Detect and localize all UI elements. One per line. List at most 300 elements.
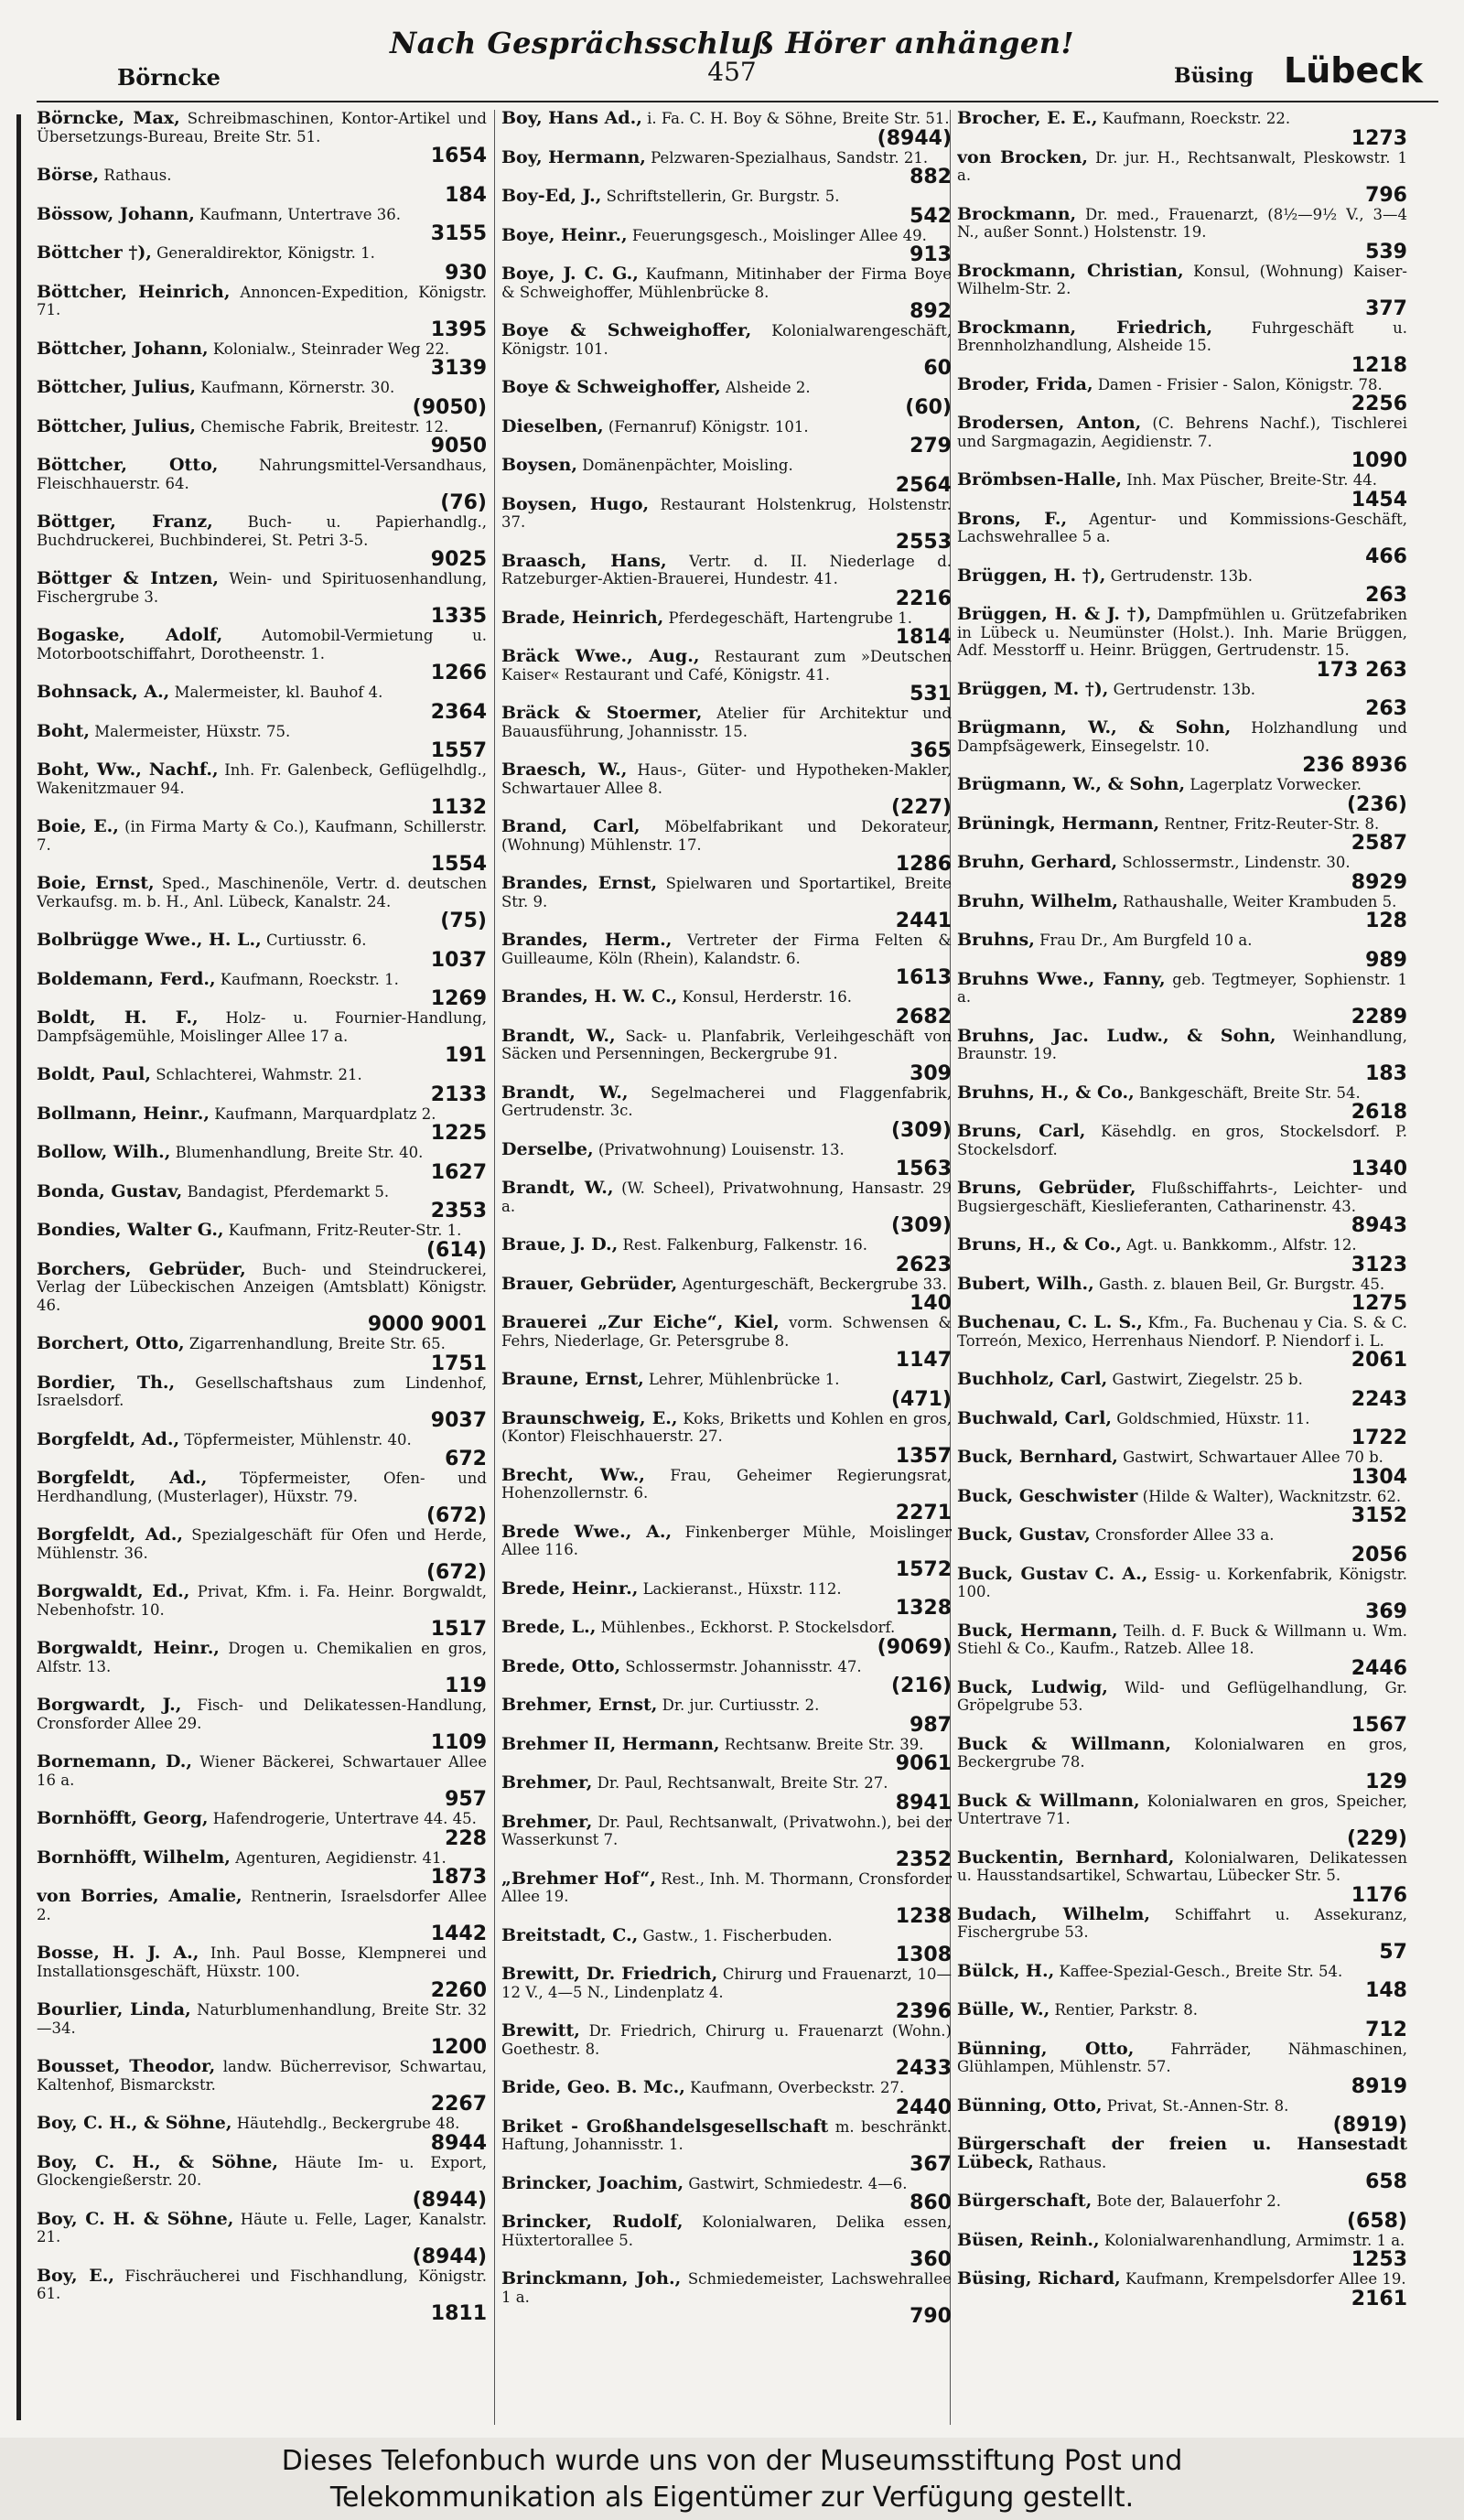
directory-entry <box>501 1273 952 1315</box>
entry-details: Pelzwaren-Spezialhaus, Sandstr. 21. <box>651 148 929 167</box>
phone-number: (60) <box>905 395 952 419</box>
entry-name: Bollow, Wilh., <box>37 1142 171 1162</box>
directory-entry <box>501 550 952 610</box>
directory-entry <box>37 110 487 167</box>
directory-entry <box>957 1236 1407 1276</box>
directory-entry <box>501 1619 952 1658</box>
directory-entry <box>37 2151 487 2212</box>
entry-name: Büsen, Reinh., <box>957 2229 1100 2250</box>
entry-details: Kaufmann, Krempelsdorfer Allee 19. <box>1125 2270 1406 2288</box>
phone-number: 2441 <box>895 910 952 932</box>
entry-details: Gastwirt, Schwartauer Allee 70 b. <box>1123 1448 1383 1466</box>
entry-details: Inh. Paul Bosse, Klempnerei und Installationsgeschäft, Hüxstr. 100. <box>37 1944 487 1980</box>
entry-name: Boy, E., <box>37 2265 115 2286</box>
directory-entry <box>501 1733 952 1775</box>
phone-number: 1557 <box>430 739 487 762</box>
entry-details: Töpfermeister, Ofen- und Herdhandlung, (Musterlager), Hüxstr. 79. <box>37 1470 487 1505</box>
phone-number: 1132 <box>430 796 487 819</box>
entry-details: m. beschränkt. Haftung, Johannisstr. 1. <box>501 2117 952 2153</box>
entry-body <box>501 1924 952 1945</box>
entry-details: Segelmacherei und Flaggenfabrik, Gertrudenstr. 3c. <box>501 1083 952 1119</box>
directory-entry <box>37 818 487 875</box>
phone-number: (8944) <box>877 126 952 150</box>
entry-name: Bürgerschaft der freien u. Hansestadt Lübeck, <box>957 2134 1407 2172</box>
entry-name: Bourlier, Linda, <box>37 1999 191 2019</box>
entry-details: Rechtsanw. Breite Str. 39. <box>724 1735 924 1753</box>
directory-entry <box>37 684 487 723</box>
entry-name: Buck, Gustav, <box>957 1524 1091 1545</box>
phone-number: 1308 <box>895 1944 952 1966</box>
entry-body <box>957 1676 1407 1715</box>
entry-details: Dampfmühlen u. Grützefabriken in Lübeck u. Neumünster (Holst.). Inh. Marie Brüggen, Adf. Messtorff u. Heinr. Brüggen, Gertrudenstr. 15. <box>957 606 1407 659</box>
entry-name: Dieselben, <box>501 415 604 436</box>
phone-number: 1654 <box>430 145 487 167</box>
phone-number: 2433 <box>895 2057 952 2080</box>
phone-number: 1811 <box>430 2301 487 2325</box>
phone-number: 712 <box>1365 2018 1407 2041</box>
directory-entry <box>501 1407 952 1468</box>
phone-number: 542 <box>910 204 952 228</box>
entry-details: Wiener Bäckerei, Schwartauer Allee 16 a. <box>37 1753 487 1789</box>
directory-entry <box>957 854 1407 893</box>
entry-details: Dr. jur. Curtiusstr. 2. <box>662 1696 820 1714</box>
entry-body <box>37 570 487 606</box>
entry-body <box>37 1810 487 1828</box>
phone-number: 9061 <box>895 1752 952 1775</box>
entry-body <box>957 1563 1407 1601</box>
entry-name: Bornhöfft, Georg, <box>37 1808 209 1828</box>
entry-name: Buck, Gustav C. A., <box>957 1563 1148 1584</box>
phone-number: 1253 <box>1351 2248 1407 2271</box>
phone-number: 2553 <box>895 530 952 554</box>
entry-body <box>501 648 952 684</box>
phone-number: 2256 <box>1351 393 1407 415</box>
entry-name: Bräck & Stoermer, <box>501 703 703 723</box>
entry-name: Buck, Geschwister <box>957 1485 1138 1506</box>
entry-name: Breitstadt, C., <box>501 1924 639 1945</box>
phone-number: 57 <box>1379 1940 1407 1964</box>
directory-entry <box>37 1888 487 1944</box>
entry-details: Kaufmann, Körnerstr. 30. <box>200 379 395 396</box>
entry-details: Sped., Maschinenöle, Vertr. d. deutschen Verkaufsg. m. b. H., Anl. Lübeck, Kanalstr. 24. <box>37 875 487 910</box>
entry-body <box>37 379 487 397</box>
directory-entry <box>37 1753 487 1810</box>
entry-body <box>957 854 1407 872</box>
phone-number: 377 <box>1365 296 1407 320</box>
entry-name: Brincker, Joachim, <box>501 2172 684 2193</box>
phone-number: 263 <box>1365 584 1407 607</box>
entry-details: Chemische Fabrik, Breitestr. 12. <box>200 417 449 436</box>
entry-details: Agentur- und Kommissions-Geschäft, Lachswehrallee 5 a. <box>957 510 1407 545</box>
directory-entry <box>37 1810 487 1849</box>
entry-name: Brockmann, Christian, <box>957 260 1184 281</box>
entry-body <box>37 1374 487 1410</box>
entry-body <box>37 1640 487 1675</box>
entry-name: Brehmer, Ernst, <box>501 1695 658 1715</box>
directory-entry <box>37 1428 487 1470</box>
entry-details: Restaurant zum »Deutschen Kaiser« Restaurant und Café, Königstr. 41. <box>501 648 952 684</box>
phone-number: 1613 <box>895 966 952 989</box>
entry-body <box>501 761 952 797</box>
entry-details: Schmiedemeister, Lachswehrallee 1 a. <box>501 2270 952 2306</box>
directory-entry <box>501 932 952 988</box>
entry-details: Schlossermstr. Johannisstr. 47. <box>625 1657 862 1675</box>
phone-number: 913 <box>910 243 952 266</box>
phone-number: 1722 <box>1351 1427 1407 1449</box>
entry-body <box>501 1025 952 1063</box>
entry-body <box>37 1583 487 1619</box>
entry-details: Frau Dr., Am Burgfeld 10 a. <box>1039 932 1253 949</box>
entry-name: Buck, Hermann, <box>957 1620 1118 1641</box>
directory-entry <box>957 415 1407 471</box>
phone-number: 369 <box>1365 1599 1407 1623</box>
entry-body <box>957 471 1407 490</box>
entry-name: Böttger, Franz, <box>37 512 213 532</box>
entry-name: Bohnsack, A., <box>37 682 170 702</box>
entry-details: (Privatwohnung) Louisenstr. 13. <box>597 1140 845 1158</box>
entry-details: Kolonialwaren, Delikatessen u. Hausstandsartikel, Schwartau, Lübecker Str. 5. <box>957 1848 1407 1884</box>
phone-number: 1454 <box>1351 488 1407 512</box>
directory-entry <box>37 2001 487 2058</box>
entry-details: Gastwirt, Schmiedestr. 4—6. <box>688 2174 908 2192</box>
phone-number: 9025 <box>430 548 487 571</box>
entry-name: Brauerei „Zur Eiche“, Kiel, <box>501 1312 780 1332</box>
phone-number: 658 <box>1365 2170 1407 2193</box>
phone-number: 129 <box>1365 1770 1407 1793</box>
directory-entry <box>37 281 487 341</box>
directory-entry <box>501 2172 952 2214</box>
directory-entry <box>37 2115 487 2154</box>
entry-details: Dr. med., Frauenarzt, (8½—9½ V., 3—4 N., außer Sonnt.) Holstenstr. 19. <box>957 205 1407 241</box>
entry-name: Boye, J. C. G., <box>501 264 639 284</box>
entry-body <box>37 1009 487 1045</box>
entry-details: Kolonialwaren en gros, Beckergrube 78. <box>957 1735 1407 1771</box>
phone-number: (8919) <box>1332 2114 1407 2137</box>
entry-details: Gastwirt, Ziegelstr. 25 b. <box>1112 1371 1303 1388</box>
phone-number: 1814 <box>895 626 952 649</box>
phone-number: 1517 <box>430 1618 487 1641</box>
entry-body <box>37 110 487 145</box>
entry-body <box>37 2058 487 2094</box>
phone-number: 2440 <box>895 2095 952 2119</box>
entry-body <box>501 1655 952 1676</box>
entry-body <box>501 1965 952 2001</box>
phone-number: (216) <box>890 1675 952 1697</box>
entry-name: Borgfeldt, Ad., <box>37 1428 180 1449</box>
directory-entry <box>37 1144 487 1183</box>
entry-name: Boye & Schweighoffer, <box>501 377 721 397</box>
entry-details: Rentner, Fritz-Reuter-Str. 8. <box>1164 814 1380 833</box>
binding-edge <box>16 114 21 2420</box>
entry-name: Brewitt, <box>501 2020 580 2041</box>
entry-body <box>37 684 487 702</box>
entry-name: Brandes, Ernst, <box>501 873 658 893</box>
entry-details: Konsul, (Wohnung) Kaiser-Wilhelm-Str. 2. <box>957 262 1407 297</box>
entry-details: Finkenberger Mühle, Moislinger Allee 116. <box>501 1523 952 1558</box>
directory-entry <box>501 2118 952 2175</box>
directory-entry <box>957 1025 1407 1085</box>
entry-details: Kaufmann, Untertrave 36. <box>199 205 401 223</box>
entry-name: Bornemann, D., <box>37 1751 192 1772</box>
entry-body <box>501 1138 952 1159</box>
directory-column-1 <box>37 110 487 2429</box>
entry-name: „Brehmer Hof“, <box>501 1868 656 1889</box>
entry-details: Buch- und Steindruckerei, Verlag der Lübeckischen Anzeigen (Amtsblatt) Königstr. 46. <box>37 1260 487 1314</box>
phone-number: 2267 <box>430 2093 487 2116</box>
entry-body <box>957 719 1407 755</box>
entry-name: Bosse, H. J. A., <box>37 1943 199 1963</box>
phone-number: 2061 <box>1351 1349 1407 1372</box>
phone-number: 8944 <box>430 2131 487 2155</box>
directory-entry <box>501 1924 952 1966</box>
phone-number: 2260 <box>430 1979 487 2002</box>
directory-entry <box>501 493 952 554</box>
entry-name: Brockmann, Friedrich, <box>957 317 1213 338</box>
entry-body <box>501 322 952 358</box>
directory-entry <box>957 2001 1407 2041</box>
phone-number: 2216 <box>895 587 952 610</box>
entry-details: Schlossermstr., Lindenstr. 30. <box>1122 854 1351 871</box>
entry-body <box>957 2192 1407 2211</box>
entry-name: Büsing, Richard, <box>957 2268 1121 2288</box>
entry-body <box>957 567 1407 586</box>
entry-body <box>37 2208 487 2246</box>
directory-entry <box>501 818 952 875</box>
entry-body <box>957 932 1407 950</box>
entry-body <box>957 1273 1407 1294</box>
entry-details: Annoncen-Expedition, Königstr. 71. <box>37 283 487 318</box>
entry-name: Bubert, Wilh., <box>957 1273 1094 1294</box>
entry-body <box>501 1811 952 1849</box>
entry-body <box>501 1696 952 1715</box>
phone-number: 1090 <box>1351 449 1407 472</box>
phone-number: 173 263 <box>1316 658 1407 682</box>
entry-name: Brandt, W., <box>501 1178 614 1198</box>
entry-details: Kaufmann, Roeckstr. 1. <box>220 970 399 988</box>
entry-name: Brede, Otto, <box>501 1655 621 1676</box>
entry-body <box>37 1066 487 1084</box>
entry-details: Schriftstellerin, Gr. Burgstr. 5. <box>606 188 840 205</box>
entry-name: Bruhns, <box>957 930 1035 950</box>
phone-number: 1218 <box>1351 353 1407 377</box>
entry-body <box>957 1960 1407 1981</box>
entry-details: Lagerplatz Vorwecker. <box>1190 776 1362 793</box>
directory-entry <box>957 1676 1407 1737</box>
phone-number: 279 <box>910 435 952 458</box>
directory-entry <box>501 609 952 649</box>
entry-name: Borgfeldt, Ad., <box>37 1468 208 1488</box>
phone-number: 228 <box>445 1826 487 1850</box>
left-guide-word: Börncke <box>117 64 221 91</box>
entry-body <box>501 1733 952 1754</box>
phone-number: 2133 <box>430 1082 487 1106</box>
entry-body <box>957 1733 1407 1772</box>
directory-entry <box>957 1485 1407 1527</box>
entry-details: (in Firma Marty & Co.), Kaufmann, Schillerstr. 7. <box>37 818 487 854</box>
directory-entry <box>957 678 1407 720</box>
entry-body <box>957 2270 1407 2288</box>
directory-entry <box>37 627 487 684</box>
entry-details: Spezialgeschäft für Ofen und Herde, Mühlenstr. 36. <box>37 1526 487 1562</box>
phone-number: 119 <box>445 1675 487 1697</box>
phone-number: (76) <box>440 491 487 514</box>
entry-name: Brehmer, <box>501 1772 593 1793</box>
phone-number: 9050 <box>430 435 487 458</box>
entry-details: Malermeister, kl. Bauhof 4. <box>174 684 383 701</box>
directory-entry <box>37 875 487 932</box>
directory-entry <box>37 379 487 418</box>
entry-details: Rathaushalle, Weiter Krambuden 5. <box>1123 892 1397 910</box>
phone-number: 140 <box>910 1292 952 1315</box>
entry-details: Kolonialwaren en gros, Speicher, Untertrave 71. <box>957 1792 1407 1827</box>
entry-body <box>37 1849 487 1868</box>
entry-details: Schlachterei, Wahmstr. 21. <box>156 1066 362 1083</box>
entry-name: Brede, L., <box>501 1617 597 1637</box>
entry-details: Pferdegeschäft, Hartengrube 1. <box>668 608 912 627</box>
directory-entry <box>957 319 1407 376</box>
entry-name: Brinckmann, Joh., <box>501 2268 682 2288</box>
directory-entry <box>501 1870 952 1927</box>
directory-entry <box>37 1526 487 1583</box>
directory-entry <box>37 340 487 380</box>
entry-body <box>37 2001 487 2037</box>
directory-entry <box>37 1849 487 1889</box>
directory-entry <box>957 2192 1407 2232</box>
entry-details: Buch- u. Papierhandlg., Buchdruckerei, Buchbinderei, St. Petri 3-5. <box>37 513 487 549</box>
directory-entry <box>37 761 487 818</box>
entry-name: Brehmer, <box>501 1811 593 1832</box>
directory-entry <box>957 1448 1407 1488</box>
directory-entry <box>501 2022 952 2079</box>
entry-details: Bandagist, Pferdemarkt 5. <box>187 1182 390 1201</box>
entry-body <box>957 2229 1407 2250</box>
entry-body <box>957 1179 1407 1215</box>
entry-details: Lehrer, Mühlenbrücke 1. <box>648 1371 840 1388</box>
entry-name: Brandes, Herm., <box>501 930 673 950</box>
entry-name: Boie, E., <box>37 816 119 836</box>
directory-entry <box>37 1066 487 1105</box>
entry-details: Nahrungsmittel-Versandhaus, Fleischhauerstr. 64. <box>37 457 487 492</box>
entry-details: Malermeister, Hüxstr. 75. <box>94 722 291 740</box>
entry-details: Kaufmann, Roeckstr. 22. <box>1102 110 1291 127</box>
phone-number: 309 <box>910 1061 952 1085</box>
entry-body <box>501 2270 952 2306</box>
phone-number: (614) <box>425 1238 487 1262</box>
directory-entry <box>957 1407 1407 1449</box>
entry-body <box>957 2097 1407 2116</box>
entry-name: Böttcher, Johann, <box>37 338 209 359</box>
entry-name: Borgwaldt, Ed., <box>37 1581 190 1601</box>
directory-entry <box>957 815 1407 855</box>
entry-details: Blumenhandlung, Breite Str. 40. <box>175 1144 424 1161</box>
entry-name: Boht, Ww., Nachf., <box>37 759 219 780</box>
entry-details: Kolonialw., Steinrader Weg 22. <box>212 339 450 358</box>
directory-entry <box>957 1622 1407 1679</box>
entry-details: Fischräucherei und Fischhandlung, Königstr. 61. <box>37 2267 487 2302</box>
entry-details: Inh. Fr. Galenbeck, Geflügelhdlg., Wakenitzmauer 94. <box>37 761 487 797</box>
entry-name: Broder, Frida, <box>957 373 1093 394</box>
entry-name: Braunschweig, E., <box>501 1407 678 1428</box>
entry-name: Borgwardt, J., <box>37 1695 182 1715</box>
entry-name: Boysen, Hugo, <box>501 493 650 514</box>
phone-number: 892 <box>910 300 952 323</box>
entry-name: Brügmann, W., & Sohn, <box>957 774 1186 794</box>
entry-name: Bruns, Gebrüder, <box>957 1178 1136 1198</box>
directory-entry <box>957 1123 1407 1179</box>
directory-entry <box>501 1580 952 1620</box>
entry-details: Kaufmann, Mitinhaber der Firma Boye & Schweighoffer, Mühlenbrücke 8. <box>501 265 952 301</box>
entry-name: Bonda, Gustav, <box>37 1180 183 1201</box>
directory-entry <box>37 457 487 513</box>
entry-name: Bondies, Walter G., <box>37 1220 224 1240</box>
entry-name: Braesch, W., <box>501 759 628 780</box>
directory-entry <box>37 932 487 971</box>
directory-entry <box>957 2097 1407 2137</box>
column-divider <box>494 110 495 2425</box>
entry-body <box>501 2118 952 2154</box>
entry-details: Frau, Geheimer Regierungsrat, Hohenzollernstr. 6. <box>501 1466 952 1502</box>
entry-details: Atelier für Architektur und Bauausführung, Johannisstr. 15. <box>501 705 952 740</box>
entry-details: Agt. u. Bankkomm., Alfstr. 12. <box>1126 1236 1357 1254</box>
phone-number: 957 <box>445 1788 487 1811</box>
directory-entry <box>957 776 1407 815</box>
entry-details: Kolonialwarenhandlung, Armimstr. 1 a. <box>1103 2231 1405 2249</box>
entry-body <box>37 244 487 263</box>
phone-number: 191 <box>445 1044 487 1067</box>
entry-details: Fahrräder, Nähmaschinen, Glühlampen, Mühlenstr. 57. <box>957 2040 1407 2075</box>
entry-body <box>501 379 952 397</box>
directory-entry <box>957 2270 1407 2310</box>
entry-name: Braue, J. D., <box>501 1234 619 1255</box>
phone-number: 9000 9001 <box>367 1313 487 1336</box>
phone-number: 672 <box>445 1448 487 1470</box>
directory-entry <box>501 2213 952 2270</box>
phone-number: 263 <box>1365 697 1407 720</box>
directory-entry <box>37 1258 487 1336</box>
phone-number: 1225 <box>430 1122 487 1145</box>
entry-name: Brüningk, Hermann, <box>957 813 1160 834</box>
phone-number: 8929 <box>1351 870 1407 894</box>
phone-number: 1266 <box>430 662 487 684</box>
entry-name: Böttcher, Otto, <box>37 455 219 475</box>
phone-number: 2623 <box>895 1253 952 1276</box>
entry-name: Braune, Ernst, <box>501 1369 644 1389</box>
entry-body <box>37 818 487 854</box>
directory-entry <box>957 606 1407 681</box>
phone-number: 2243 <box>1351 1387 1407 1411</box>
directory-entry <box>37 415 487 458</box>
entry-name: Brüggen, M. †), <box>957 678 1109 699</box>
entry-name: Bruhn, Wilhelm, <box>957 890 1119 911</box>
entry-body <box>501 932 952 967</box>
entry-details: Drogen u. Chemikalien en gros, Alfstr. 13. <box>37 1640 487 1675</box>
entry-details: geb. Tegtmeyer, Sophienstr. 1 a. <box>957 970 1407 1006</box>
directory-entry <box>957 1084 1407 1124</box>
entry-body <box>957 260 1407 298</box>
phone-number: 148 <box>1365 1979 1407 2002</box>
phone-number: 3155 <box>430 222 487 245</box>
entry-body <box>37 281 487 319</box>
directory-entry <box>957 1526 1407 1566</box>
directory-entry <box>501 1521 952 1581</box>
entry-body <box>37 1258 487 1315</box>
entry-details: Dr. Paul, Rechtsanwalt, Breite Str. 27. <box>597 1774 888 1792</box>
directory-entry <box>501 1655 952 1697</box>
entry-details: Rathaus. <box>103 167 172 184</box>
phone-number: (229) <box>1346 1826 1407 1850</box>
directory-entry <box>501 2079 952 2118</box>
directory-entry <box>501 457 952 496</box>
